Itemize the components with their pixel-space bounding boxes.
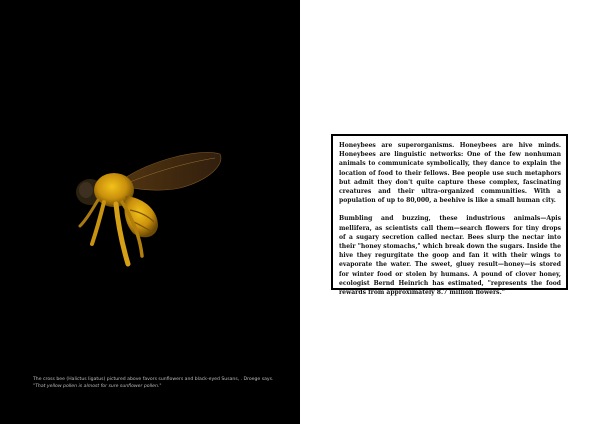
caption-line-2: "That yellow pollen is almost for sure sunflower pollen."	[33, 383, 162, 389]
article-paragraph-1: Honeybees are superorganisms. Honeybees are hive minds. Honeybees are linguistic networks: One of the few nonhuman animals to communicate symbolically, they dance to explain the location of food to their fellows. Bee people use such metaphors but admit they don't quite capture these complex, fascinating creatures and their ultra-organized communities. With a population of up to 80,000, a beehive is like a small human city.	[339, 142, 561, 205]
bee-photo	[70, 140, 230, 280]
caption-line-1: The cross bee (Halictus ligatus) pictured above favors sunflowers and black-eyed Susans, . Droege says.	[33, 377, 274, 382]
photo-caption	[33, 377, 283, 390]
article-text-box	[331, 134, 568, 297]
article-paragraph-2: Bumbling and buzzing, these industrious animals—Apis mellifera, as scientists call them—search flowers for tiny drops of a sugary secretion called nectar. Bees slurp the nectar into their "honey stomachs," which break down the sugars. Inside the hive they regurgitate the goop and fan it with their wings to evaporate the water. The sweet, gluey result—honey—is stored for winter food or stolen by humans. A pound of clover honey, ecologist Bernd Heinrich has estimated, "represents the food rewards from approximately 8.7 million flowers."	[339, 215, 561, 297]
